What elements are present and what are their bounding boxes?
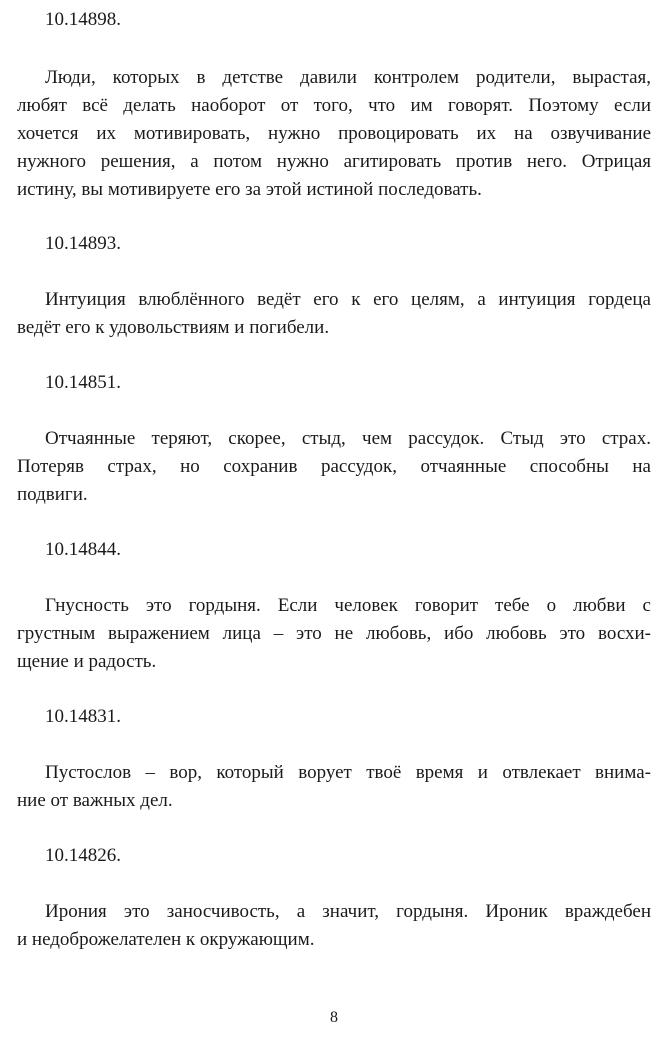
- paragraph-line: Гнусность это гордыня. Если человек говорит тебе о любви с: [45, 595, 651, 616]
- entry-paragraph: [17, 64, 651, 204]
- paragraph-line: грустным выражением лица – это не любовь, ибо любовь это восхи-: [17, 623, 651, 644]
- entry-paragraph: [17, 898, 651, 954]
- entry-paragraph: [17, 425, 651, 509]
- entry-number: 10.14844.: [45, 539, 121, 560]
- page-number: 8: [330, 1009, 338, 1026]
- entry-paragraph: [17, 286, 651, 342]
- paragraph-line: Ирония это заносчивость, а значит, гордыня. Ироник враждебен: [45, 901, 651, 922]
- paragraph-line: подвиги.: [17, 484, 88, 505]
- paragraph-line: Отчаянные теряют, скорее, стыд, чем рассудок. Стыд это страх.: [45, 428, 651, 449]
- paragraph-line: ведёт его к удовольствиям и погибели.: [17, 317, 330, 338]
- entry-paragraph: [17, 759, 651, 815]
- entry-paragraph: [17, 592, 651, 676]
- paragraph-line: хочется их мотивировать, нужно провоцировать их на озвучивание: [17, 123, 651, 144]
- entry-number: 10.14826.: [45, 845, 121, 866]
- paragraph-line: Потеряв страх, но сохранив рассудок, отчаянные способны на: [17, 456, 651, 477]
- paragraph-line: любят всё делать наоборот от того, что им говорят. Поэтому если: [17, 95, 651, 116]
- paragraph-line: нужного решения, а потом нужно агитировать против него. Отрицая: [17, 151, 651, 172]
- entry-number: 10.14851.: [45, 372, 121, 393]
- entry-number: 10.14898.: [45, 9, 121, 30]
- paragraph-line: Люди, которых в детстве давили контролем родители, вырастая,: [45, 67, 651, 88]
- paragraph-line: и недоброжелателен к окружающим.: [17, 929, 315, 950]
- paragraph-line: Интуиция влюблённого ведёт его к его целям, а интуиция гордеца: [45, 289, 651, 310]
- paragraph-line: щение и радость.: [17, 651, 157, 672]
- paragraph-line: истину, вы мотивируете его за этой истиной последовать.: [17, 179, 482, 200]
- entry-number: 10.14893.: [45, 233, 121, 254]
- paragraph-line: Пустослов – вор, который ворует твоё время и отвлекает внима-: [45, 762, 651, 783]
- paragraph-line: ние от важных дел.: [17, 790, 173, 811]
- entry-number: 10.14831.: [45, 706, 121, 727]
